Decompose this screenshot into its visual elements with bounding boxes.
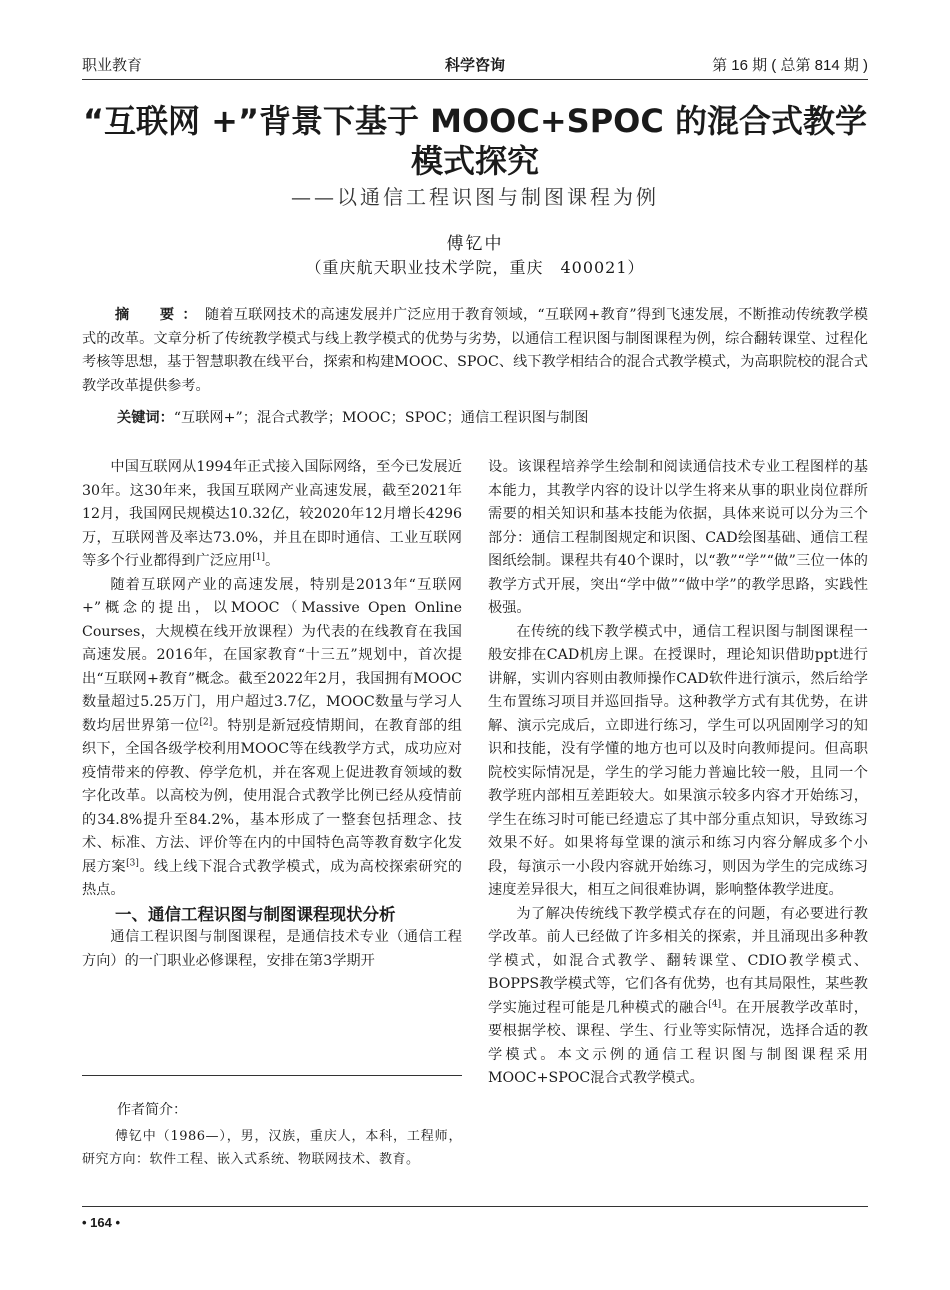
author-note-title: 作者简介： [117,1102,187,1118]
keywords [117,407,868,431]
abstract-label: 摘 要： [115,307,205,323]
issue-number: 第 16 期 ( 总第 814 期 ) [712,57,868,74]
article-subtitle: ——以通信工程识图与制图课程为例 [291,185,659,209]
keywords-label: 关键词： [117,410,174,426]
paragraph: 为了解决传统线下教学模式存在的问题，有必要进行教学改革。前人已经做了许多相关的探索，并且涌现出多种教学模式，如混合式教学、翻转课堂、CDIO教学模式、BOPPS教学模式等，它们各有优势，也有其局限性，某些教学实施过程可能是几种模式的融合[4]。在开展教学改革时，要根据学校、课程、学生、行业等实际情况，选择合适的教学模式。本文示例的通信工程识图与制图课程采用MOOC+SPOC混合式教学模式。 [488,905,868,1086]
author-name: 傅钇中 [446,234,504,254]
author-affiliation: （重庆航天职业技术学院，重庆 400021） [305,258,645,277]
author-note-text: 傅钇中（1986—），男，汉族，重庆人，本科，工程师，研究方向：软件工程、嵌入式系统、物联网技术、教育。 [82,1129,462,1167]
citation-ref: [3] [126,857,139,868]
paragraph: 设。该课程培养学生绘制和阅读通信技术专业工程图样的基本能力，其教学内容的设计以学生将来从事的职业岗位群所需要的相关知识和基本技能为依据，具体来说可以分为三个部分：通信工程制图规定和识图、CAD绘图基础、通信工程图纸绘制。课程共有40个课时，以“教”“学”“做”三位一体的教学方式开展，突出“学中做”“做中学”的教学思路，实践性极强。 [488,459,868,616]
abstract [82,304,868,398]
paragraph: 随着互联网产业的高速发展，特别是2013年“互联网+”概念的提出，以MOOC（Massive Open Online Courses，大规模在线开放课程）为代表的在线教育在我国高速发展。2016年，在国家教育“十三五”规划中，首次提出“互联网+教育”概念。截至2022年2月，我国拥有MOOC数量超过5.25万门，用户超过3.7亿，MOOC数量与学习人数均居世界第一位[2]。特别是新冠疫情期间，在教育部的组织下，全国各级学校利用MOOC等在线教学方式，成功应对疫情带来的停教、停学危机，并在客观上促进教育领域的数字化改革。以高校为例，使用混合式教学比例已经从疫情前的34.8%提升至84.2%，基本形成了一整套包括理念、技术、标准、方法、评价等在内的中国特色高等教育数字化发展方案[3]。线上线下混合式教学模式，成为高校探索研究的热点。 [82,576,462,898]
citation-ref: [1] [252,552,266,563]
paragraph: 通信工程识图与制图课程，是通信技术专业（通信工程方向）的一门职业必修课程，安排在第3学期开 [82,929,462,969]
keywords-text: “互联网+”；混合式教学；MOOC；SPOC；通信工程识图与制图 [173,410,589,426]
footer-rule [82,1206,868,1207]
citation-ref: [2] [199,716,213,727]
paragraph: 中国互联网从1994年正式接入国际网络，至今已发展近30年。这30年来，我国互联网产业高速发展，截至2021年12月，我国网民规模达10.32亿，较2020年12月增长4296万，互联网普及率达73.0%，并且在即时通信、工业互联网等多个行业都得到广泛应用[1]。 [82,459,462,569]
page-number: • 164 • [82,1215,121,1230]
section-heading: 一、通信工程识图与制图课程现状分析 [115,904,396,924]
journal-section: 职业教育 [82,57,143,74]
header-rule [82,79,868,80]
body-left-column [82,456,462,973]
article-title-line1: “互联网 +”背景下基于 MOOC+SPOC 的混合式教学 [82,102,868,140]
journal-name: 科学咨询 [444,57,505,74]
paragraph: 在传统的线下教学模式中，通信工程识图与制图课程一般安排在CAD机房上课。在授课时，理论知识借助ppt进行讲解，实训内容则由教师操作CAD软件进行演示，然后给学生布置练习项目并巡回指导。这种教学方式有其优势，在讲解、演示完成后，立即进行练习，学生可以巩固刚学习的知识和技能，没有学懂的地方也可以及时向教师提问。但高职院校实际情况是，学生的学习能力普遍比较一般，且同一个教学班内部相互差距较大。如果演示较多内容才开始练习，学生在练习时可能已经遗忘了其中部分重点知识，导致练习效果不好。如果将每堂课的演示和练习内容分解成多个小段，每演示一小段内容就开始练习，则因为学生的完成练习速度差异很大，相互之间很难协调，影响整体教学进度。 [488,623,868,898]
abstract-text: 随着互联网技术的高速发展并广泛应用于教育领域，“互联网+教育”得到飞速发展，不断推动传统教学模式的改革。文章分析了传统教学模式与线上教学模式的优势与劣势，以通信工程识图与制图课程为例，综合翻转课堂、过程化考核等思想，基于智慧职教在线平台，探索和构建MOOC、SPOC、线下教学相结合的混合式教学模式，为高职院校的混合式教学改革提供参考。 [82,307,868,394]
body-right-column [488,456,868,1091]
citation-ref: [4] [708,998,722,1009]
footnote-rule [82,1075,462,1076]
article-title-line2: 模式探究 [410,142,539,180]
